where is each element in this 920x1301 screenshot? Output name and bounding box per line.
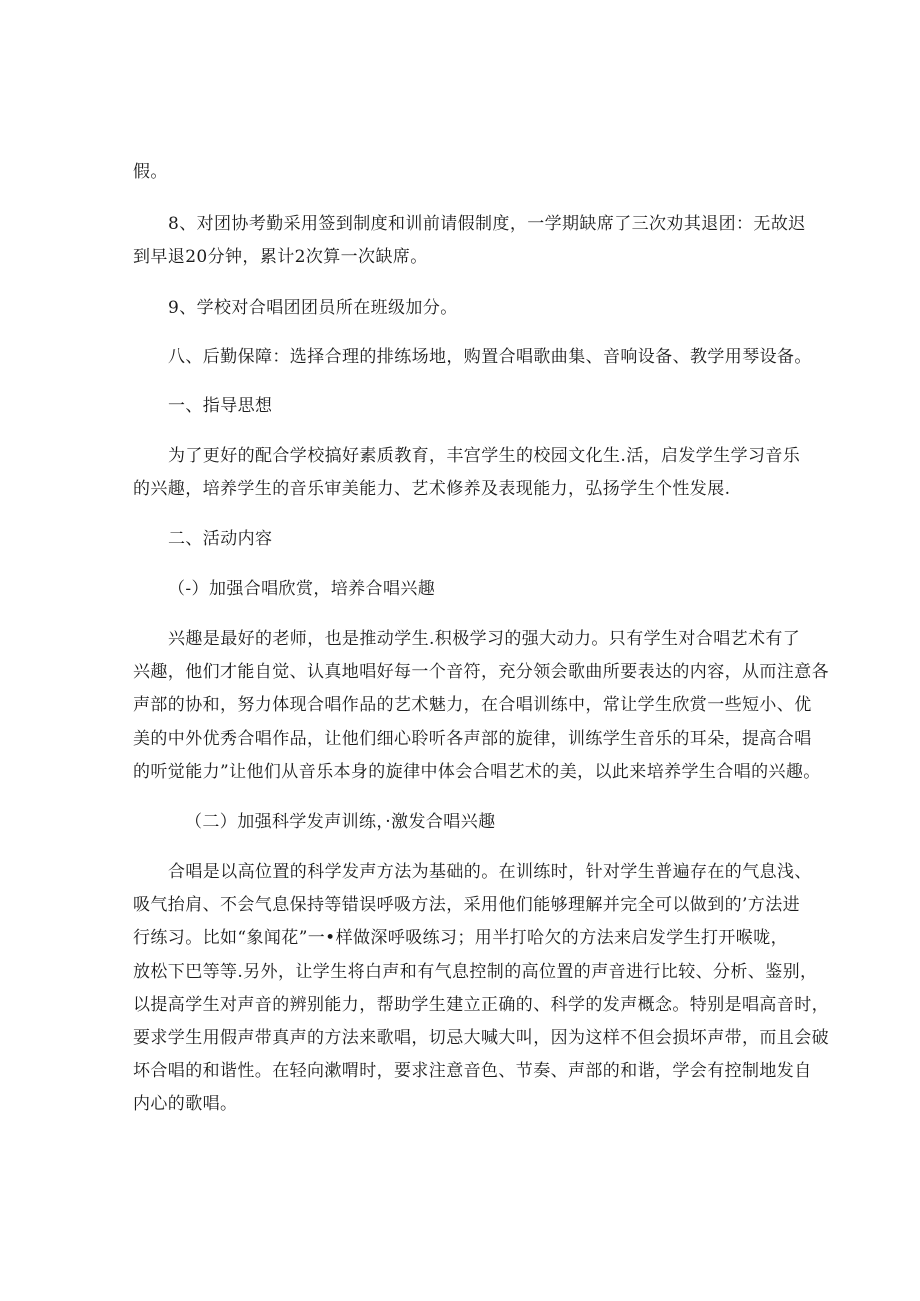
text-line-8: 的兴趣，培养学生的音乐审美能力、艺术修养及表现能力，弘扬学生个性发展.: [133, 479, 731, 499]
text-line-1: 假。: [133, 162, 168, 182]
text-line-12: 兴趣，他们才能自觉、认真地唱好每一个音符，充分领会歌曲所要表达的内容，从而注意各: [133, 662, 829, 682]
text-line-17: 合唱是以高位置的科学发声方法为基础的。在训练时，针对学生普遍存在的气息浅、: [168, 862, 812, 882]
section-heading-logistics: 八、后勤保障：选择合理的排练场地，购置合唱歌曲集、音响设备、教学用琴设备。: [168, 347, 812, 367]
text-line-11: 兴趣是最好的老师，也是推动学生.积极学习的强大动力。只有学生对合唱艺术有了: [168, 629, 801, 649]
text-line-23: 坏合唱的和谐性。在轻向漱喟时，要求注意音色、节奏、声部的和谐，学会有控制地发自: [133, 1061, 812, 1081]
text-line-4: 9、学校对合唱团团员所在班级加分。: [168, 298, 458, 318]
section-heading-guiding-thought: 一、指导思想: [168, 396, 273, 416]
text-line-19: 行练习。比如“象闻花”一•样做深呼吸练习；用半打哈欠的方法来启发学生打开喉咙，: [133, 928, 789, 948]
subsection-heading-vocal-training: （二）加强科学发声训练，·激发合唱兴趣: [185, 812, 496, 832]
text-line-7: 为了更好的配合学校搞好素质教育，丰宫学生的校园文化生.活，启发学生学习音乐: [168, 446, 801, 466]
subsection-heading-appreciation: （-）加强合唱欣赏，培养合唱兴趣: [168, 579, 436, 599]
text-line-24: 内心的歌唱。: [133, 1094, 238, 1114]
section-heading-activities: 二、活动内容: [168, 529, 273, 549]
text-line-15: 的听觉能力”让他们从音乐本身的旋律中体会合唱艺术的美，以此来培养学生合唱的兴趣。: [133, 762, 821, 782]
text-line-3: 到早退20分钟，累计2次算一次缺席。: [133, 247, 428, 267]
text-line-22: 要求学生用假声带真声的方法来歌唱，切忌大喊大叫，因为这样不但会损坏声带，而且会破: [133, 1028, 829, 1048]
text-line-2: 8、对团协考勤采用签到制度和训前请假制度，一学期缺席了三次劝其退团：无故迟: [168, 214, 806, 234]
text-line-14: 美的中外优秀合唱作品，让他们细心聆听各声部的旋律，训练学生音乐的耳朵，提高合唱: [133, 729, 812, 749]
text-line-18: 吸气抬肩、不会气息保持等错误呼吸方法，采用他们能够理解并完全可以做到的’方法进: [133, 895, 801, 915]
text-line-20: 放松下巴等等.另外，让学生将白声和有气息控制的高位置的声音进行比较、分析、鉴别，: [133, 962, 818, 982]
text-line-13: 声部的协和，努力体现合唱作品的艺术魅力，在合唱训练中，常让学生欣赏一些短小、优: [133, 695, 812, 715]
text-line-21: 以提高学生对声音的辨别能力，帮助学生建立正确的、科学的发声概念。特别是唱高音时，: [133, 995, 829, 1015]
